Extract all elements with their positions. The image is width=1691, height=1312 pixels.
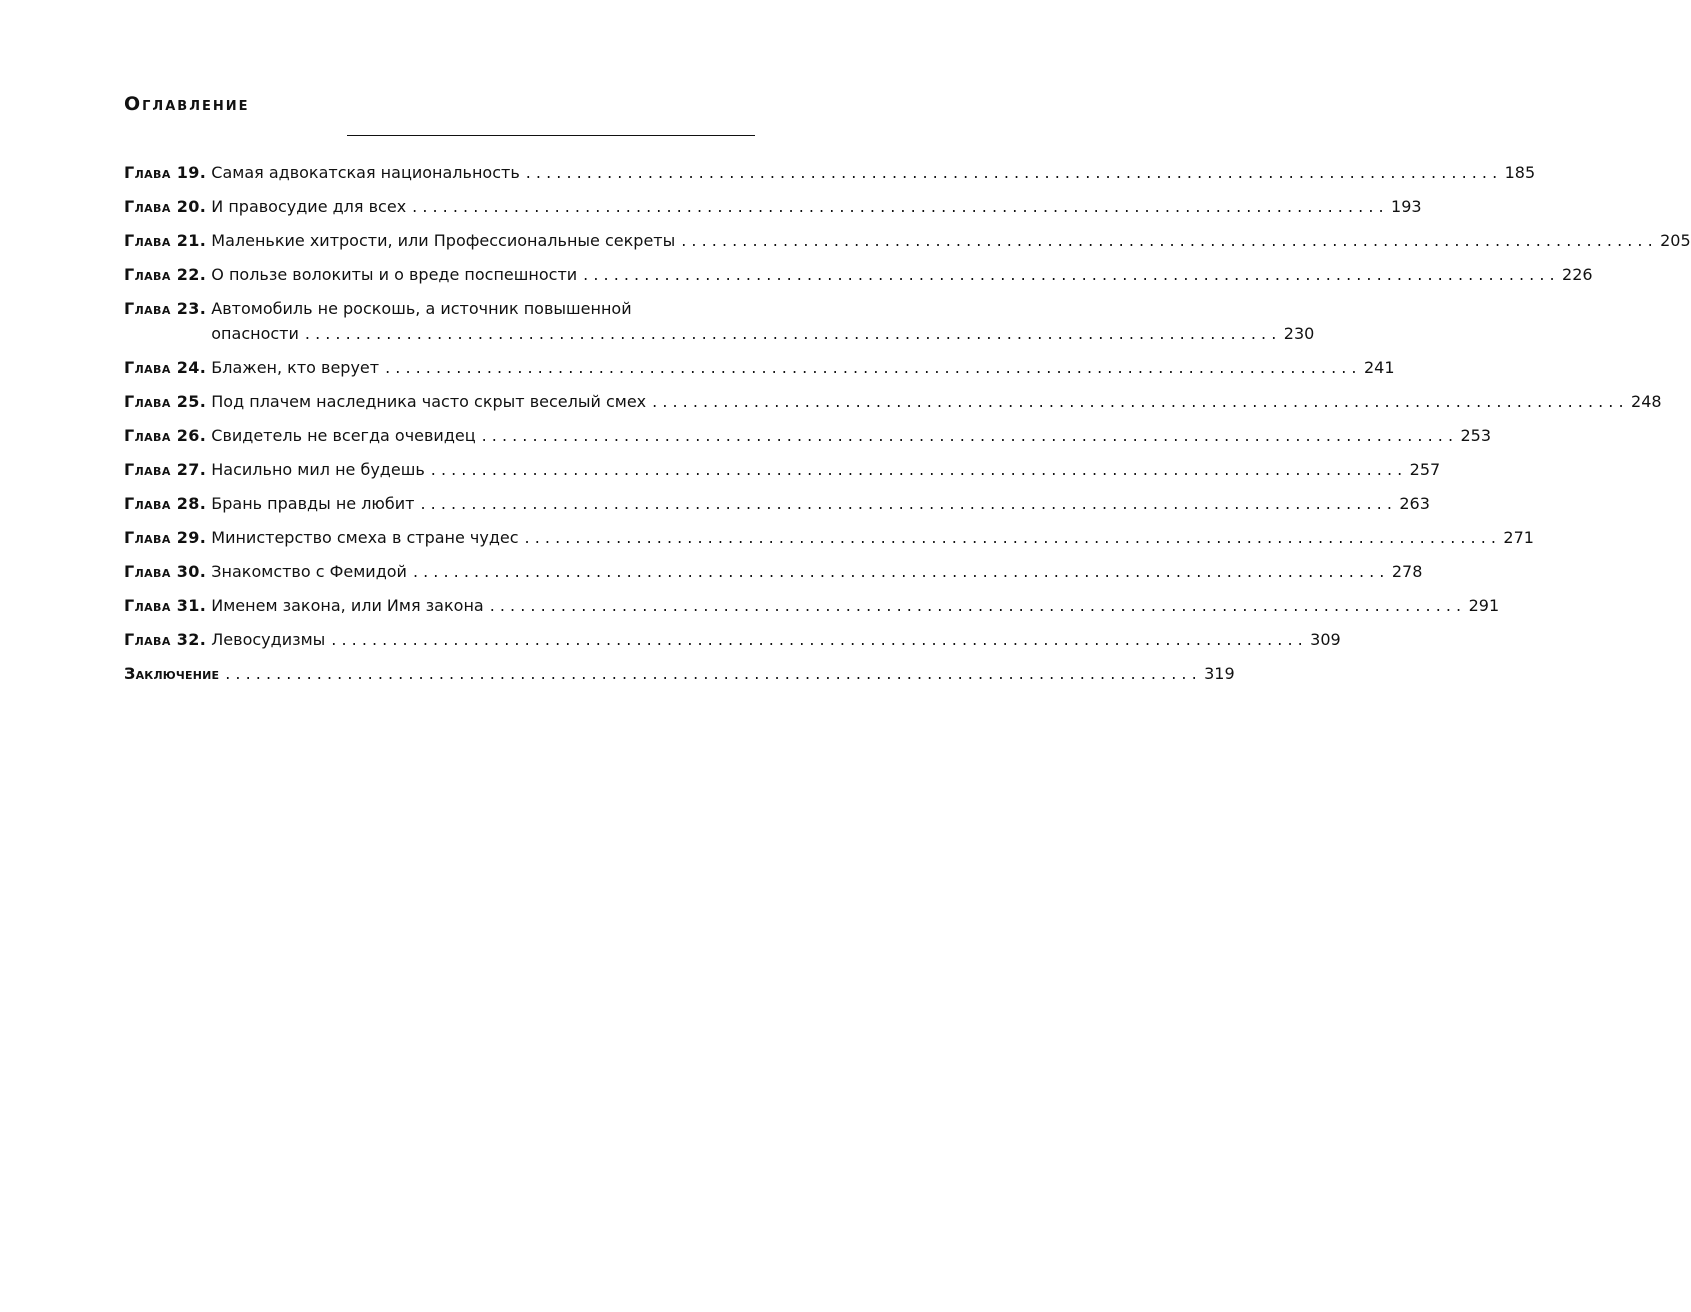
dot-leader [476, 423, 1459, 448]
chapter-label: Глава 27. [124, 460, 207, 479]
toc-entry-chapter-32[interactable] [124, 627, 1341, 652]
toc-entry-chapter-27[interactable] [124, 457, 1441, 482]
page-number: 241 [1363, 358, 1395, 377]
chapter-label: Глава 29. [124, 528, 207, 547]
page-number: 253 [1460, 426, 1492, 445]
page-number: 309 [1310, 630, 1341, 649]
toc-entry-chapter-26[interactable] [124, 423, 1492, 448]
chapter-title: Левосудизмы [211, 630, 326, 649]
page-number: 248 [1631, 392, 1662, 411]
toc-entry-chapter-23[interactable] [124, 296, 1315, 346]
chapter-title: Именем закона, или Имя закона [211, 596, 484, 615]
toc-entry-chapter-19[interactable] [124, 160, 1536, 185]
chapter-label: Глава 23. [124, 299, 207, 318]
chapter-label: Глава 32. [124, 630, 207, 649]
chapter-label: Глава 28. [124, 494, 207, 513]
chapter-title: Брань правды не любит [211, 494, 415, 513]
chapter-title: Знакомство с Фемидой [211, 562, 407, 581]
chapter-label: Глава 22. [124, 265, 207, 284]
toc-entry-chapter-28[interactable] [124, 491, 1430, 516]
chapter-label: Глава 21. [124, 231, 207, 250]
chapter-label: Глава 30. [124, 562, 207, 581]
page-number: 271 [1503, 528, 1534, 547]
dot-leader [407, 559, 1390, 584]
toc-entry-chapter-30[interactable] [124, 559, 1423, 584]
dot-leader [414, 491, 1397, 516]
title-divider [347, 135, 755, 136]
dot-leader [219, 661, 1202, 686]
dot-leader [484, 593, 1467, 618]
chapter-title: О пользе волокиты и о вреде поспешности [211, 265, 578, 284]
chapter-label: Глава 25. [124, 392, 207, 411]
page-number: 278 [1391, 562, 1423, 581]
page-number: 291 [1468, 596, 1500, 615]
toc-entry-chapter-22[interactable] [124, 262, 1593, 287]
section-label: Заключение [124, 664, 220, 683]
chapter-label: Глава 31. [124, 596, 207, 615]
dot-leader [299, 321, 1282, 346]
chapter-label: Глава 24. [124, 358, 207, 377]
page-number: 319 [1204, 664, 1235, 683]
page-number: 230 [1283, 324, 1315, 343]
chapter-label: Глава 19. [124, 163, 207, 182]
dot-leader [325, 627, 1308, 652]
chapter-title-line-1: Автомобиль не роскошь, а источник повышенной [211, 299, 632, 318]
toc-entry-chapter-31[interactable] [124, 593, 1500, 618]
toc-entry-chapter-24[interactable] [124, 355, 1395, 380]
page-number: 226 [1562, 265, 1593, 284]
dot-leader [520, 160, 1503, 185]
dot-leader [675, 228, 1658, 253]
dot-leader [646, 389, 1629, 414]
page-number: 263 [1399, 494, 1430, 513]
toc-entry-chapter-21[interactable] [124, 228, 1691, 253]
page-number: 205 [1660, 231, 1691, 250]
chapter-title: Блажен, кто верует [211, 358, 380, 377]
dot-leader [577, 262, 1560, 287]
page-title: Оглавление [124, 93, 250, 115]
chapter-title: Самая адвокатская национальность [211, 163, 520, 182]
chapter-title: Насильно мил не будешь [211, 460, 425, 479]
chapter-title: Министерство смеха в стране чудес [211, 528, 519, 547]
dot-leader [379, 355, 1362, 380]
dot-leader [519, 525, 1502, 550]
toc-entry-conclusion[interactable] [124, 661, 1235, 686]
chapter-title: Под плачем наследника часто скрыт веселый смех [211, 392, 647, 411]
chapter-title: Маленькие хитрости, или Профессиональные секреты [211, 231, 676, 250]
toc-entry-chapter-25[interactable] [124, 389, 1662, 414]
chapter-title: И правосудие для всех [211, 197, 407, 216]
toc-entry-chapter-29[interactable] [124, 525, 1534, 550]
toc-entry-chapter-20[interactable] [124, 194, 1422, 219]
page-number: 185 [1504, 163, 1536, 182]
dot-leader [425, 457, 1408, 482]
table-of-contents [124, 160, 1691, 695]
chapter-title: Свидетель не всегда очевидец [211, 426, 476, 445]
dot-leader [406, 194, 1389, 219]
chapter-label: Глава 20. [124, 197, 207, 216]
page-number: 193 [1391, 197, 1422, 216]
page-number: 257 [1409, 460, 1441, 479]
chapter-label: Глава 26. [124, 426, 207, 445]
chapter-title-line-2: опасности [211, 324, 299, 343]
